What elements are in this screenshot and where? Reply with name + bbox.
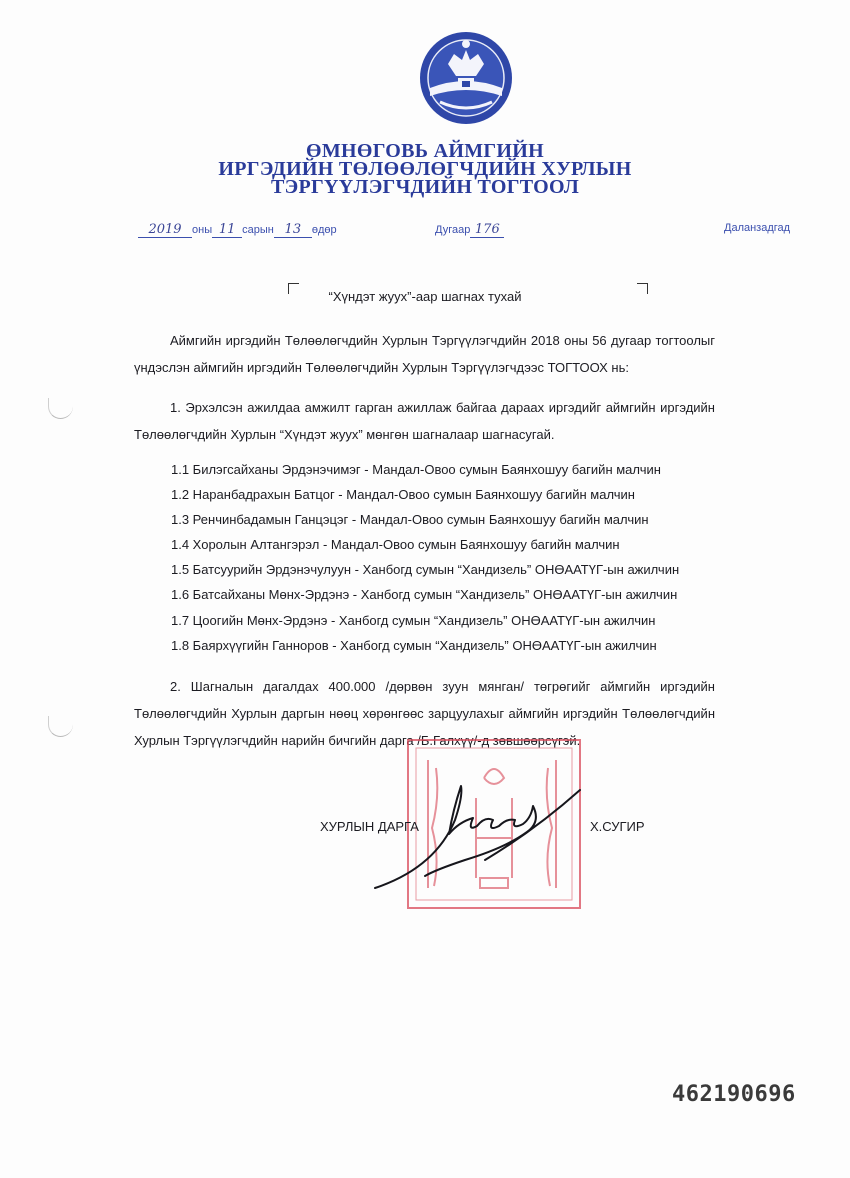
signatory-name: Х.СУГИР (590, 819, 645, 834)
serial-number: 462190696 (672, 1082, 796, 1107)
point-1-paragraph (134, 394, 715, 448)
date-day: 13 (274, 222, 312, 238)
date-year: 2019 (138, 222, 192, 238)
list-item: 1.3 Ренчинбадамын Ганцэцэг - Мандал-Овоо сумын Баянхошуу багийн малчин (171, 512, 649, 528)
list-item: 1.1 Билэгсайханы Эрдэнэчимэг - Мандал-Овоо сумын Баянхошуу багийн малчин (171, 462, 661, 477)
punch-hole (48, 398, 73, 419)
state-emblem-icon (418, 30, 514, 126)
intro-paragraph (134, 327, 715, 381)
signatory-title: ХУРЛЫН ДАРГА (320, 819, 419, 834)
header-line-2: ИРГЭДИЙН ТӨЛӨӨЛӨГЧДИЙН ХУРЛЫН (218, 158, 632, 180)
list-item: 1.6 Батсайханы Мөнх-Эрдэнэ - Ханбогд сумын “Хандизель” ОНӨААТҮГ-ын ажилчин (171, 587, 678, 603)
number-field (435, 222, 504, 238)
date-year-label: оны (192, 224, 213, 236)
list-item: 1.4 Хоролын Алтангэрэл - Мандал-Овоо сумын Баянхошуу багийн малчин (171, 537, 620, 553)
point-2-text: 2. Шагналын дагалдах 400.000 /дөрвөн зуун мянган/ төгрөгийг аймгийн иргэдийн Төлөөлөгчдийн Хурлын даргын нөөц хөрөнгөөс зарцуулахыг аймгийн иргэдийн Төлөөлөгчдийн Хурлын Тэргүүлэгчдийн нарийн бичгийн дарга /Б.Галхүү/-д зөвшөөрсүгэй. (134, 679, 715, 748)
document-subject: “Хүндэт жуух”-аар шагнах тухай (328, 289, 522, 304)
list-item: 1.8 Баярхүүгийн Ганноров - Ханбогд сумын “Хандизель” ОНӨААТҮГ-ын ажилчин (171, 637, 657, 653)
number-label: Дугаар (435, 224, 471, 236)
date-field (138, 222, 337, 238)
document-number: 176 (470, 222, 504, 238)
punch-hole (48, 716, 73, 737)
list-item: 1.5 Батсуурийн Эрдэнэчулуун - Ханбогд сумын “Хандизель” ОНӨААТҮГ-ын ажилчин (171, 562, 680, 578)
date-month: 11 (212, 222, 242, 238)
awardee-list (171, 457, 679, 658)
list-item: 1.7 Цоогийн Мөнх-Эрдэнэ - Ханбогд сумын “Хандизель” ОНӨААТҮГ-ын ажилчин (171, 612, 656, 628)
point-1-text: 1. Эрхэлсэн ажилдаа амжилт гарган ажиллаж байгаа дараах иргэдийг аймгийн иргэдийн Төлөөлөгчдийн Хурлын “Хүндэт жуух” мөнгөн шагналаар шагнасугай. (134, 400, 715, 442)
list-item: 1.2 Наранбадрахын Батцог - Мандал-Овоо сумын Баянхошуу багийн малчин (171, 487, 635, 503)
date-month-label: сарын (242, 224, 274, 236)
header-line-3: ТЭРГҮҮЛЭГЧДИЙН ТОГТООЛ (270, 176, 580, 198)
place-name: Даланзадгад (724, 222, 791, 234)
header-line-1: ӨМНӨГОВЬ АЙМГИЙН (306, 140, 544, 162)
date-day-label: өдөр (311, 224, 337, 236)
intro-text: Аймгийн иргэдийн Төлөөлөгчдийн Хурлын Тэргүүлэгчдийн 2018 оны 56 дугаар тогтоолыг үндэслэн аймгийн иргэдийн Төлөөлөгчдийн Хурлын Тэргүүлэгчдээс ТОГТООХ нь: (134, 333, 715, 375)
